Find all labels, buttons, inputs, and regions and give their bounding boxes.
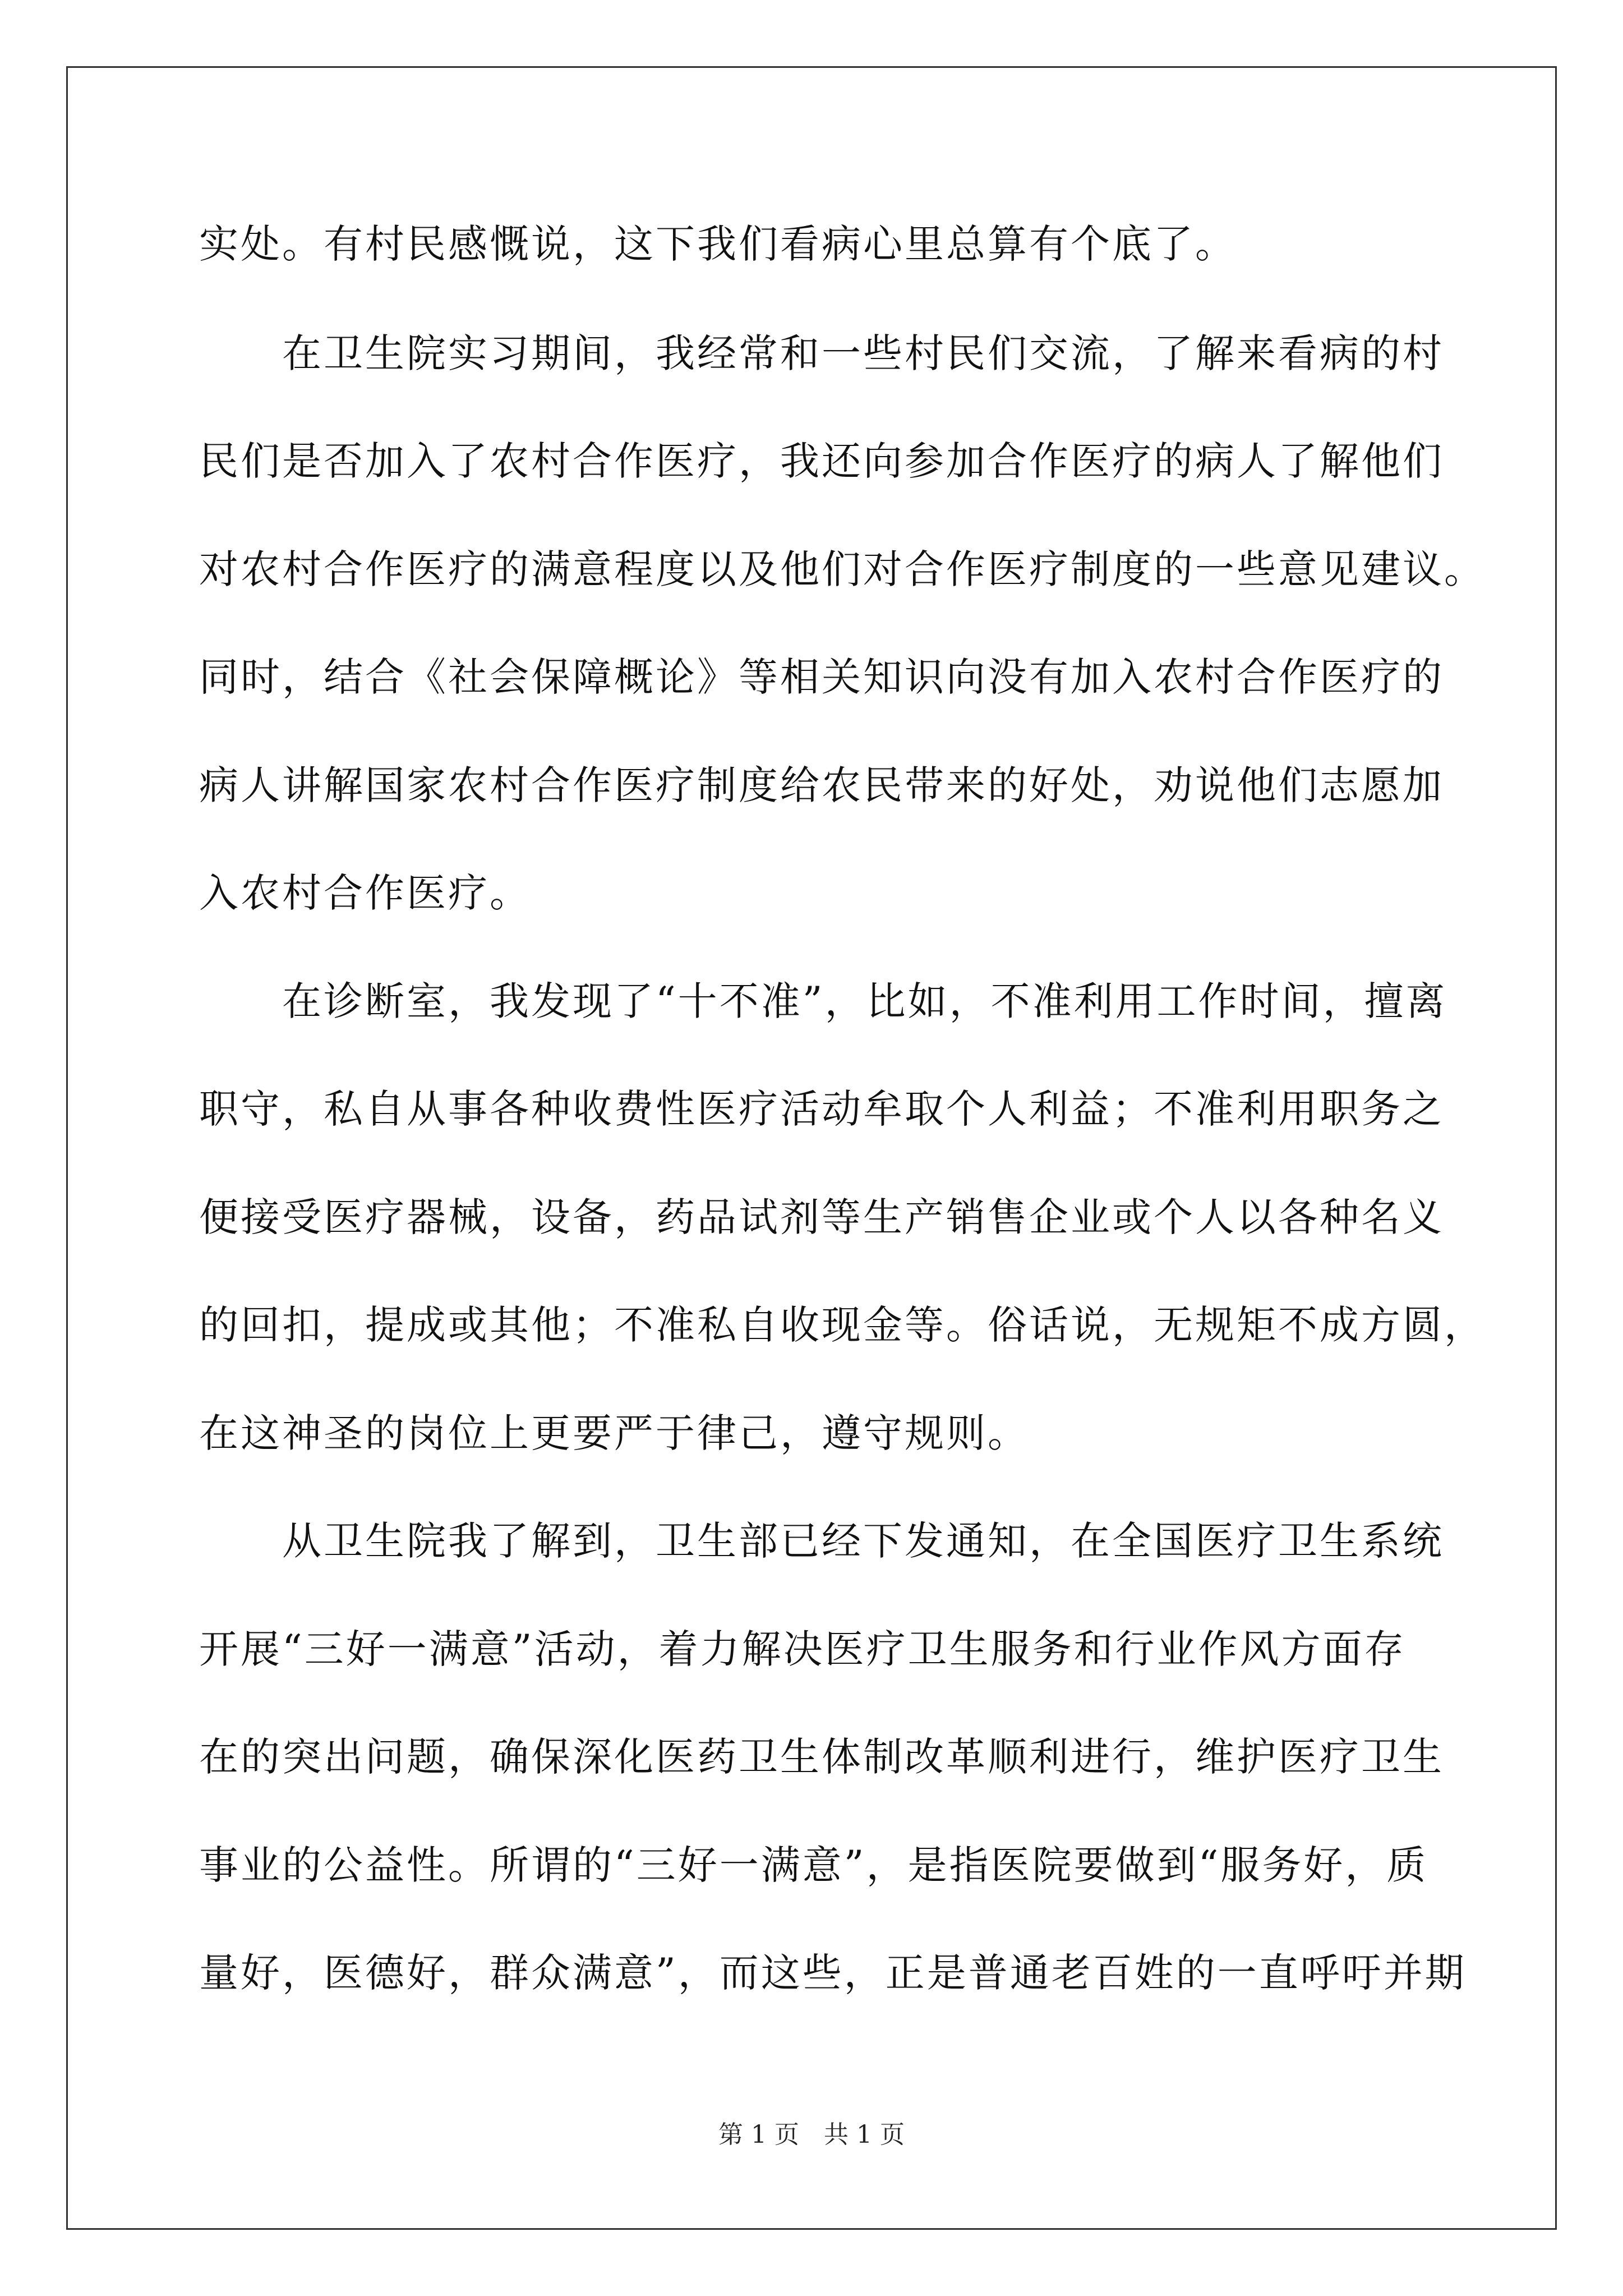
text-line: 同时，结合《社会保障概论》等相关知识向没有加入农村合作医疗的 [199,654,1444,700]
text-line: 的回扣，提成或其他；不准私自收现金等。俗话说，无规矩不成方圆， [199,1302,1486,1348]
text-line: 民们是否加入了农村合作医疗，我还向参加合作医疗的病人了解他们 [199,438,1444,484]
text-line: 在卫生院实习期间，我经常和一些村民们交流，了解来看病的村 [199,330,1444,376]
text-line: 病人讲解国家农村合作医疗制度给农民带来的好处，劝说他们志愿加 [199,762,1444,808]
page-border [66,66,1557,2230]
text-line: 在的突出问题，确保深化医药卫生体制改革顺利进行，维护医疗卫生 [199,1734,1444,1780]
text-line: 量好，医德好，群众满意”，而这些，正是普通老百姓的一直呼吁并期 [199,1950,1467,1996]
text-line: 便接受医疗器械，设备，药品试剂等生产销售企业或个人以各种名义 [199,1194,1444,1240]
text-line: 在这神圣的岗位上更要严于律己，遵守规则。 [199,1410,1029,1456]
text-line: 职守，私自从事各种收费性医疗活动牟取个人利益；不准利用职务之 [199,1086,1444,1132]
text-line: 实处。有村民感慨说，这下我们看病心里总算有个底了。 [199,221,1237,267]
text-line: 事业的公益性。所谓的“三好一满意”，是指医院要做到“服务好，质 [199,1842,1428,1888]
text-line: 开展“三好一满意”活动，着力解决医疗卫生服务和行业作风方面存 [199,1626,1406,1672]
text-line: 对农村合作医疗的满意程度以及他们对合作医疗制度的一些意见建议。 [199,546,1486,592]
text-line: 入农村合作医疗。 [199,870,531,916]
text-line: 从卫生院我了解到，卫生部已经下发通知，在全国医疗卫生系统 [199,1518,1444,1564]
page-footer: 第 1 页 共 1 页 [718,2120,905,2149]
text-line: 在诊断室，我发现了“十不准”，比如，不准利用工作时间，擅离 [199,978,1447,1024]
